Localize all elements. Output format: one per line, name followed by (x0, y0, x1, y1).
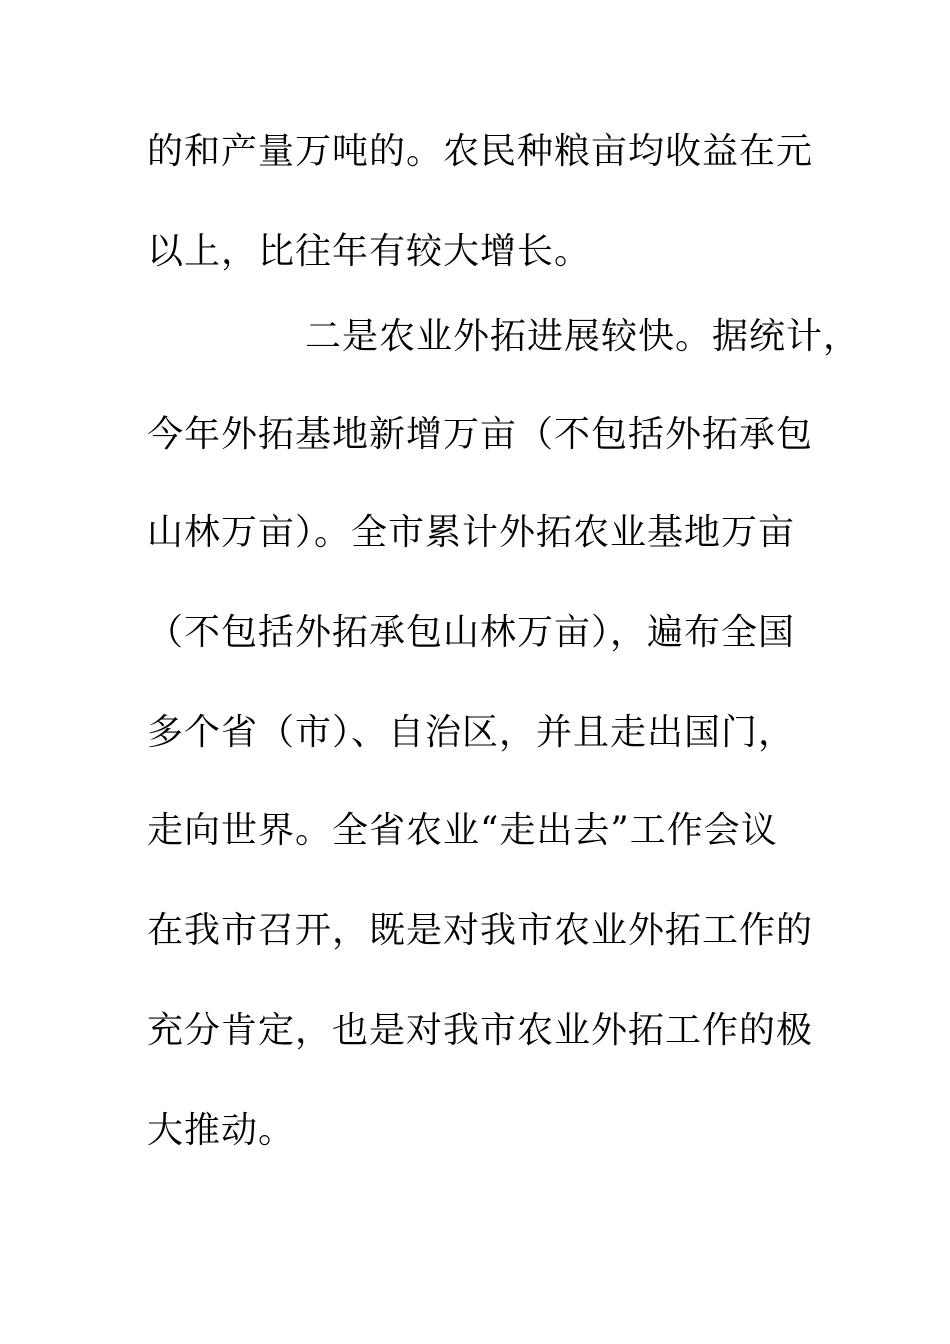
text-line-5: 山林万亩）。全市累计外拓农业基地万亩 (147, 512, 796, 553)
text-line-6: （不包括外拓承包山林万亩），遍布全国 (147, 612, 796, 653)
text-line-8: 走向世界。全省农业“走出去”工作会议 (147, 810, 778, 851)
text-line-4: 今年外拓基地新增万亩（不包括外拓承包 (147, 414, 814, 455)
text-line-10: 充分肯定，也是对我市农业外拓工作的极 (147, 1010, 814, 1051)
text-line-2: 以上，比往年有较大增长。 (147, 231, 592, 272)
text-line-1: 的和产量万吨的。农民种粮亩均收益在元 (147, 131, 814, 172)
text-line-7: 多个省（市）、自治区，并且走出国门， (147, 712, 796, 753)
text-line-9: 在我市召开，既是对我市农业外拓工作的 (147, 910, 814, 951)
paragraph-start-line: 二是农业外拓进展较快。据统计， (305, 316, 861, 357)
text-line-11: 大推动。 (147, 1110, 296, 1151)
